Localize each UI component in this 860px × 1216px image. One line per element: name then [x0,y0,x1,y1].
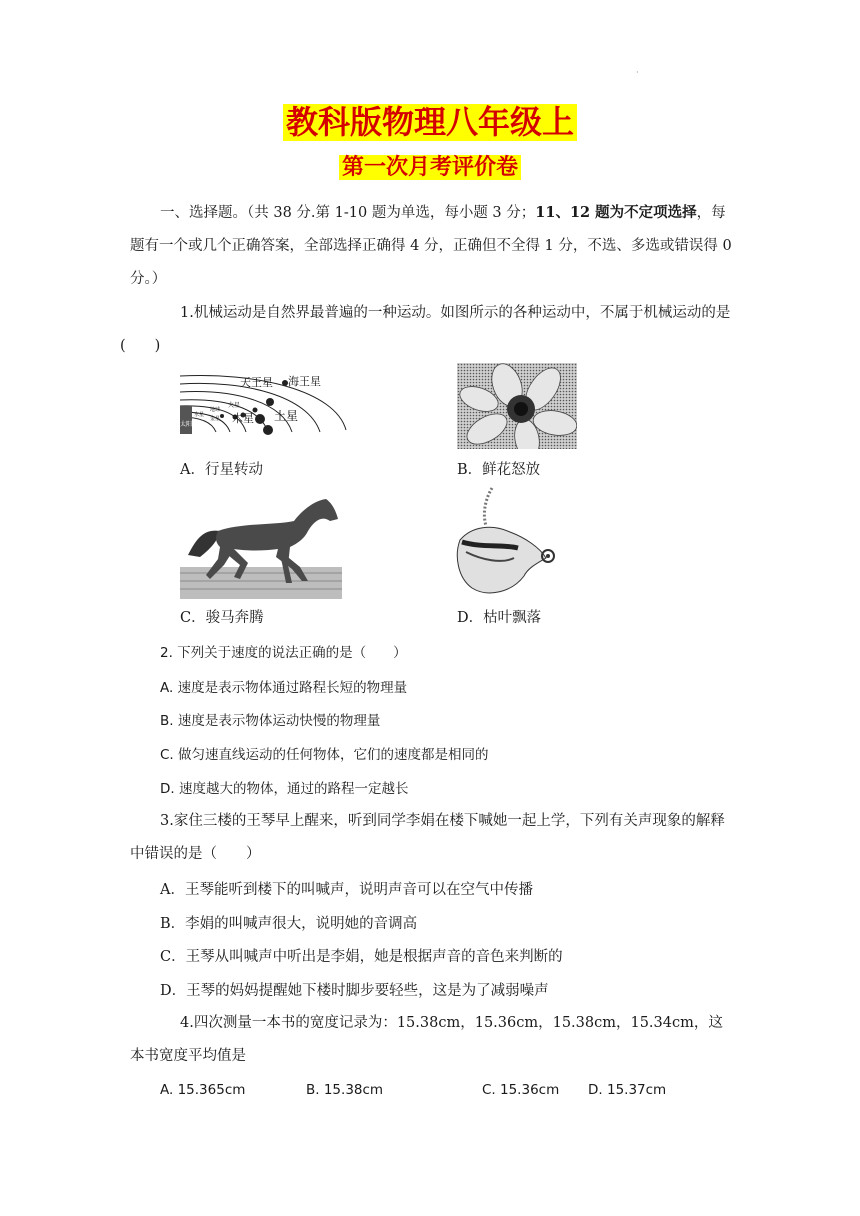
planet-label-mercury: 水星 [194,412,205,418]
subtitle-highlight: 第一次月考评价卷 [339,155,521,180]
option-3a[interactable]: A．王琴能听到楼下的叫喊声，说明声音可以在空气中传播 [160,882,533,898]
planet-label-mars: 火星 [228,402,241,409]
option-4d[interactable]: D. 15.37cm [588,1082,667,1098]
planet-label-uranus: 天王星 [240,376,273,389]
planet-label-neptune: 海王星 [288,375,321,388]
question-4-stem: 4.四次测量一本书的宽度记录为：15.38cm，15.36cm，15.38cm，15.34cm，这本书宽度平均值是 [130,1015,723,1064]
question-1-stem: 1.机械运动是自然界最普遍的一种运动。如图所示的各种运动中，不属于机械运动的是( ) [120,305,731,354]
question-2-stem: 2. 下列关于速度的说法正确的是（ ） [160,645,407,661]
option-3b[interactable]: B．李娟的叫喊声很大，说明她的音调高 [160,916,418,932]
option-2d[interactable]: D. 速度越大的物体，通过的路程一定越长 [160,781,409,797]
question-3-stem: 3.家住三楼的王琴早上醒来，听到同学李娟在楼下喊她一起上学，下列有关声现象的解释中错误的是（ ） [130,813,725,862]
horse-figure [180,493,342,599]
option-1d[interactable]: D．枯叶飘落 [457,610,542,626]
planet-label-earth: 地球 [210,407,221,413]
instructions-part-a: 一、选择题。（共 38 分.第 1-10 题为单选，每小题 3 分； [160,205,536,221]
option-2c[interactable]: C. 做匀速直线运动的任何物体，它们的速度都是相同的 [160,747,489,763]
option-1a[interactable]: A．行星转动 [180,462,263,478]
planet-label-venus: 金星 [210,416,221,422]
page-mark: · [636,68,639,77]
instructions-part-b: ，每题有一个或几个正确答案，全部选择正确得 4 分，正确但不全得 1 分，不选、多选或错误得 0 分。） [130,205,732,287]
title-highlight: 教科版物理八年级上 [283,104,577,141]
planet-label-sun: 太阳 [180,421,193,428]
planet-label-saturn: 土星 [274,409,299,423]
option-3d[interactable]: D．王琴的妈妈提醒她下楼时脚步要轻些，这是为了减弱噪声 [160,983,549,999]
option-3c[interactable]: C．王琴从叫喊声中听出是李娟，她是根据声音的音色来判断的 [160,949,563,965]
instructions-bold: 11、12 题为不定项选择 [535,204,697,221]
leaf-figure [452,486,560,602]
option-2b[interactable]: B. 速度是表示物体运动快慢的物理量 [160,713,381,729]
option-4a[interactable]: A. 15.365cm [160,1082,246,1098]
flower-figure [457,363,577,449]
planet-label-jupiter: 木星 [232,412,254,425]
section-instructions [130,196,736,296]
option-2a[interactable]: A. 速度是表示物体通过路程长短的物理量 [160,680,408,696]
option-1b[interactable]: B．鲜花怒放 [457,462,541,478]
exam-subtitle [0,155,860,180]
option-4b[interactable]: B. 15.38cm [306,1082,384,1098]
exam-title [0,104,860,141]
option-4c[interactable]: C. 15.36cm [482,1082,560,1098]
option-1c[interactable]: C．骏马奔腾 [180,610,264,626]
planets-orbit-figure [180,370,350,436]
